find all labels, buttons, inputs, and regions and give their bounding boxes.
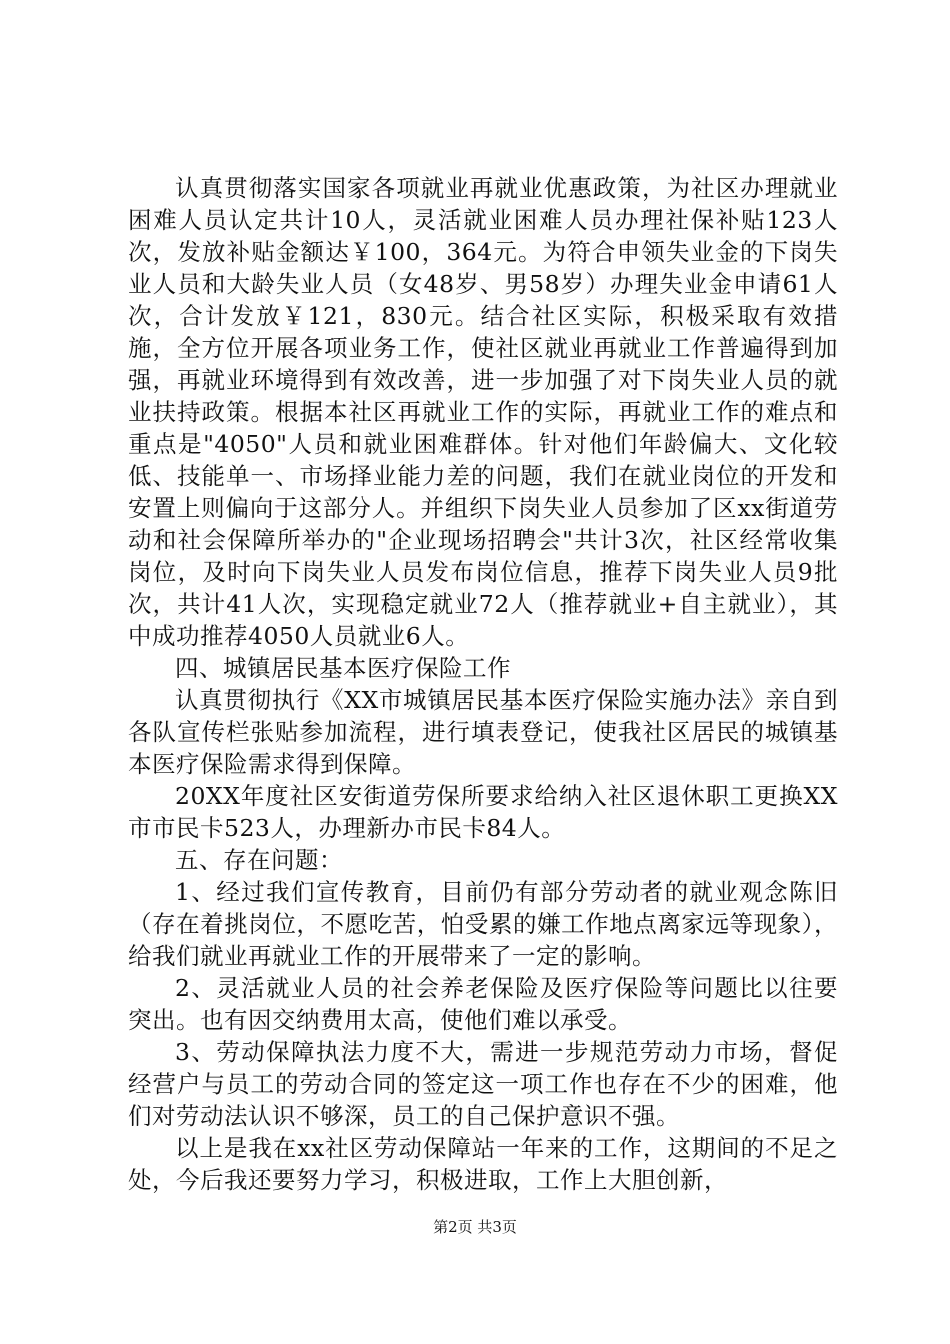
paragraph-citizen-card: 20XX年度社区安街道劳保所要求给纳入社区退休职工更换XX市市民卡523人，办理新办市民卡84人。: [128, 782, 838, 842]
document-body: [128, 172, 838, 1196]
paragraph-problem-1: 1、经过我们宣传教育，目前仍有部分劳动者的就业观念陈旧（存在着挑岗位，不愿吃苦，怕受累的嫌工作地点离家远等现象），给我们就业再就业工作的开展带来了一定的影响。: [128, 878, 838, 970]
section-heading-problems: 五、存在问题：: [175, 846, 343, 874]
paragraph-medical-insurance: 认真贯彻执行《XX市城镇居民基本医疗保险实施办法》亲自到各队宣传栏张贴参加流程，进行填表登记，使我社区居民的城镇基本医疗保险需求得到保障。: [128, 686, 838, 778]
paragraph-employment-policy: 认真贯彻落实国家各项就业再就业优惠政策，为社区办理就业困难人员认定共计10人，灵活就业困难人员办理社保补贴123人次，发放补贴金额达￥100，364元。为符合申领失业金的下岗失业人员和大龄失业人员（女48岁、男58岁）办理失业金申请61人次，合计发放￥121，830元。结合社区实际，积极采取有效措施，全方位开展各项业务工作，使社区就业再就业工作普遍得到加强，再就业环境得到有效改善，进一步加强了对下岗失业人员的就业扶持政策。根据本社区再就业工作的实际，再就业工作的难点和重点是"4050"人员和就业困难群体。针对他们年龄偏大、文化较低、技能单一、市场择业能力差的问题，我们在就业岗位的开发和安置上则偏向于这部分人。并组织下岗失业人员参加了区xx街道劳动和社会保障所举办的"企业现场招聘会"共计3次，社区经常收集岗位，及时向下岗失业人员发布岗位信息，推荐下岗失业人员9批次，共计41人次，实现稳定就业72人（推荐就业+自主就业），其中成功推荐4050人员就业6人。: [128, 174, 838, 650]
paragraph-problem-3: 3、劳动保障执法力度不大，需进一步规范劳动力市场，督促经营户与员工的劳动合同的签定这一项工作也存在不少的困难，他们对劳动法认识不够深，员工的自己保护意识不强。: [128, 1038, 838, 1130]
paragraph-problem-2: 2、灵活就业人员的社会养老保险及医疗保险等问题比以往要突出。也有因交纳费用太高，使他们难以承受。: [128, 974, 838, 1034]
paragraph-summary: 以上是我在xx社区劳动保障站一年来的工作，这期间的不足之处，今后我还要努力学习，积极进取，工作上大胆创新，: [128, 1134, 838, 1194]
section-heading-medical-insurance: 四、城镇居民基本医疗保险工作: [175, 654, 511, 682]
page-number-footer: 第2页 共3页: [433, 1218, 517, 1236]
